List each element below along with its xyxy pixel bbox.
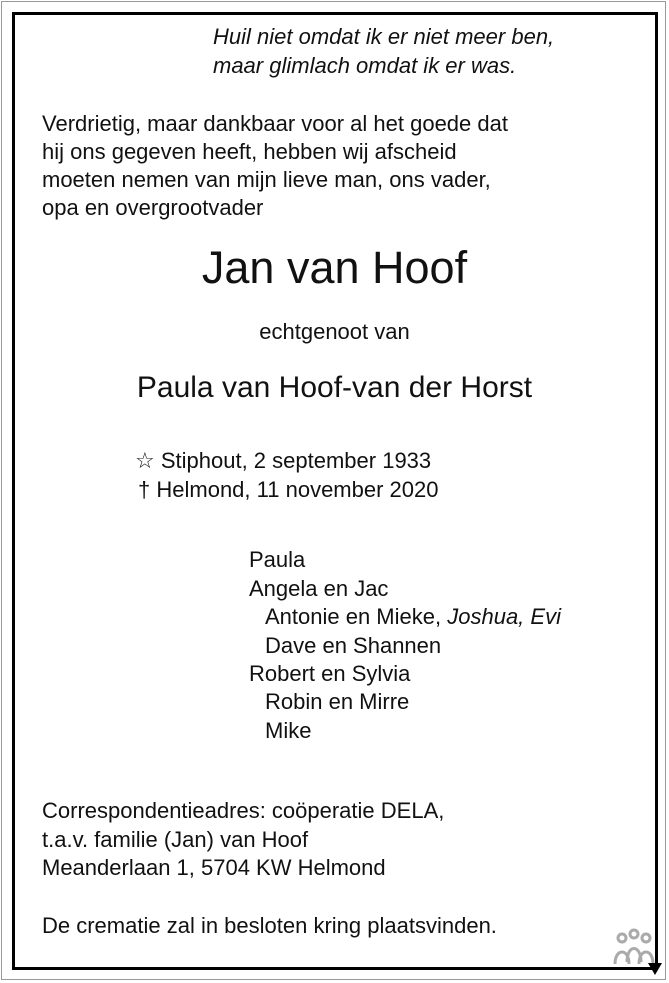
family-member-italic: Joshua, Evi (447, 604, 561, 629)
closing-text: De crematie zal in besloten kring plaatsvinden. (42, 913, 497, 938)
birth-line (135, 447, 431, 475)
quote-line: maar glimlach omdat ik er was. (213, 53, 517, 78)
intro-line: Verdrietig, maar dankbaar voor al het goede dat (42, 111, 508, 136)
family-member: Robin en Mirre (265, 689, 410, 714)
cross-icon: † (138, 477, 151, 502)
birth-text: Stiphout, 2 september 1933 (160, 448, 432, 473)
address-line: Meanderlaan 1, 5704 KW Helmond (42, 855, 386, 880)
death-line (138, 476, 438, 504)
people-group-icon (612, 928, 656, 968)
quote-line: Huil niet omdat ik er niet meer ben, (213, 24, 555, 49)
spouse-name: Paula van Hoof-van der Horst (136, 371, 533, 404)
family-member: Paula (249, 547, 306, 572)
family-member: Dave en Shannen (265, 633, 442, 658)
family-member: Angela en Jac (249, 576, 389, 601)
spouse-label: echtgenoot van (259, 319, 410, 344)
family-member: Robert en Sylvia (249, 661, 411, 686)
death-text: Helmond, 11 november 2020 (156, 477, 439, 502)
family-member: Mike (265, 718, 312, 743)
intro-line: moeten nemen van mijn lieve man, ons vader, (42, 167, 491, 192)
address-line: t.a.v. familie (Jan) van Hoof (42, 827, 309, 852)
intro-line: opa en overgrootvader (42, 195, 264, 220)
address-line: Correspondentieadres: coöperatie DELA, (42, 798, 445, 823)
family-member (265, 603, 561, 631)
triangle-down-icon (648, 963, 662, 975)
family-member-text: Antonie en Mieke, (265, 604, 448, 629)
deceased-name: Jan van Hoof (201, 242, 468, 293)
star-icon: ☆ (135, 448, 155, 473)
intro-line: hij ons gegeven heeft, hebben wij afscheid (42, 139, 457, 164)
